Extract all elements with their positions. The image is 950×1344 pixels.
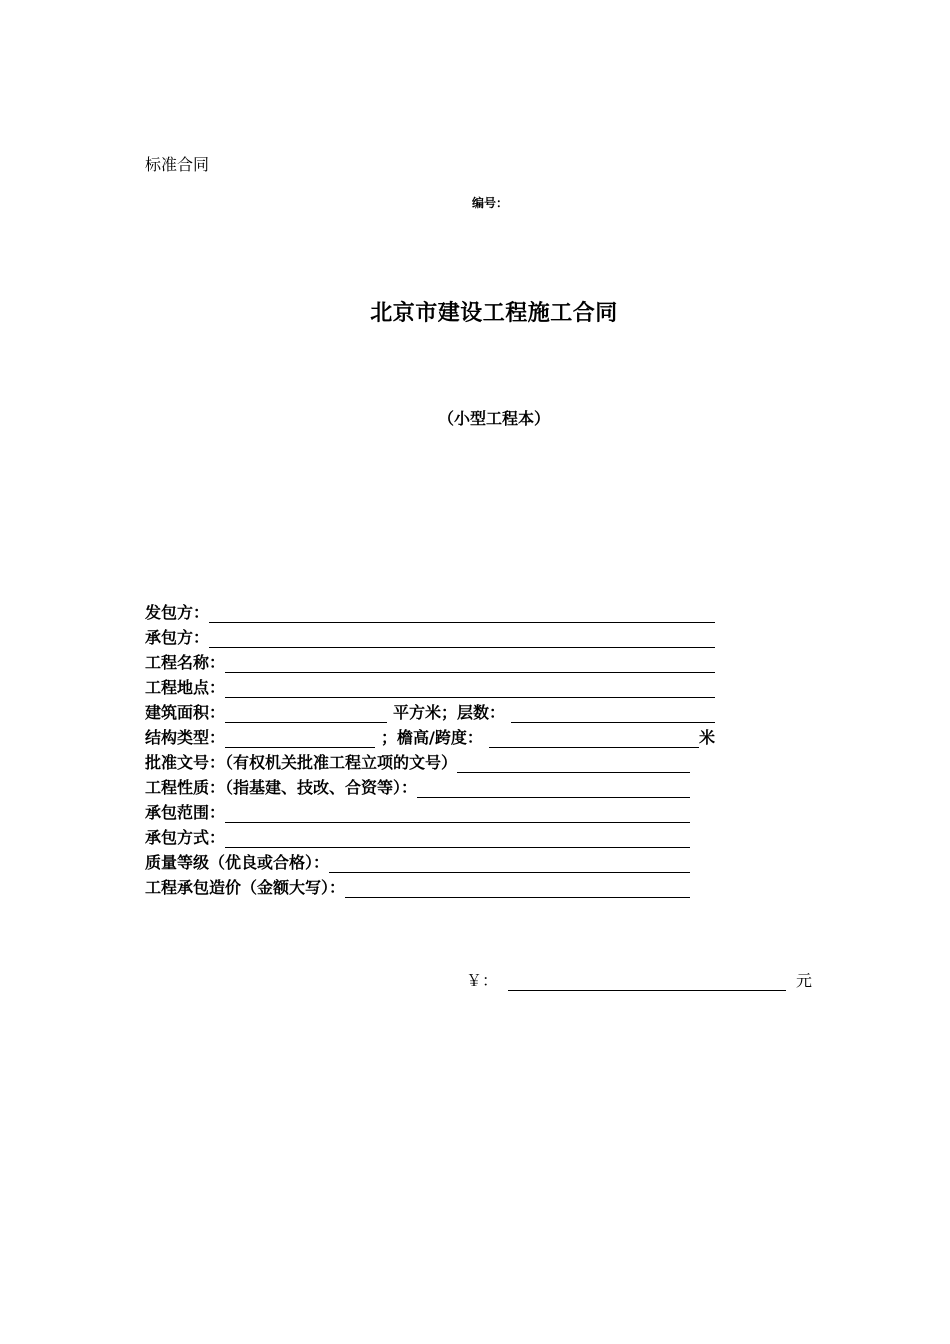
employer-label: 发包方：	[145, 603, 210, 622]
project-location-label: 工程地点：	[145, 678, 226, 697]
employer-field[interactable]	[209, 604, 715, 623]
project-name-field[interactable]	[225, 654, 715, 673]
contract-scope-field[interactable]	[225, 804, 690, 823]
eave-span-field[interactable]	[489, 729, 699, 748]
contract-mode-row	[145, 823, 715, 848]
contract-price-row	[145, 873, 715, 898]
currency-unit: 元	[796, 971, 813, 990]
structure-type-row	[145, 723, 715, 748]
eave-span-label: ；檐高/跨度：	[381, 728, 483, 747]
project-name-row	[145, 648, 715, 673]
floors-label: 平方米；层数：	[393, 703, 506, 722]
building-area-field[interactable]	[225, 704, 387, 723]
project-name-label: 工程名称：	[145, 653, 226, 672]
approval-doc-row	[145, 748, 715, 773]
approval-doc-field[interactable]	[457, 754, 690, 773]
building-area-row	[145, 698, 715, 723]
building-area-label: 建筑面积：	[145, 703, 226, 722]
project-nature-field[interactable]	[417, 779, 690, 798]
quality-grade-field[interactable]	[329, 854, 690, 873]
structure-type-label: 结构类型：	[145, 728, 226, 747]
contract-fields	[145, 598, 715, 898]
amount-row	[466, 968, 812, 991]
document-type-label: 标准合同	[145, 155, 210, 174]
contractor-row	[145, 623, 715, 648]
page-subtitle: （小型工程本）	[437, 409, 550, 428]
project-location-field[interactable]	[225, 679, 715, 698]
contract-price-field[interactable]	[345, 879, 690, 898]
approval-doc-label: 批准文号：（有权机关批准工程立项的文号）	[145, 753, 458, 772]
structure-type-field[interactable]	[225, 729, 375, 748]
project-nature-row	[145, 773, 715, 798]
contractor-field[interactable]	[209, 629, 715, 648]
project-location-row	[145, 673, 715, 698]
contract-price-label: 工程承包造价（金额大写）：	[145, 878, 346, 897]
floors-field[interactable]	[511, 704, 715, 723]
contract-mode-label: 承包方式：	[145, 828, 226, 847]
page-title: 北京市建设工程施工合同	[370, 301, 618, 326]
contract-mode-field[interactable]	[225, 829, 690, 848]
amount-field[interactable]	[508, 972, 786, 991]
meter-unit: 米	[698, 728, 715, 747]
document-number-label: 编号：	[472, 196, 509, 210]
quality-grade-row	[145, 848, 715, 873]
project-nature-label: 工程性质：（指基建、技改、合资等）：	[145, 778, 418, 797]
contract-scope-row	[145, 798, 715, 823]
quality-grade-label: 质量等级（优良或合格）：	[145, 853, 330, 872]
contract-scope-label: 承包范围：	[145, 803, 226, 822]
currency-label: ￥：	[466, 971, 499, 990]
employer-row	[145, 598, 715, 623]
contractor-label: 承包方：	[145, 628, 210, 647]
